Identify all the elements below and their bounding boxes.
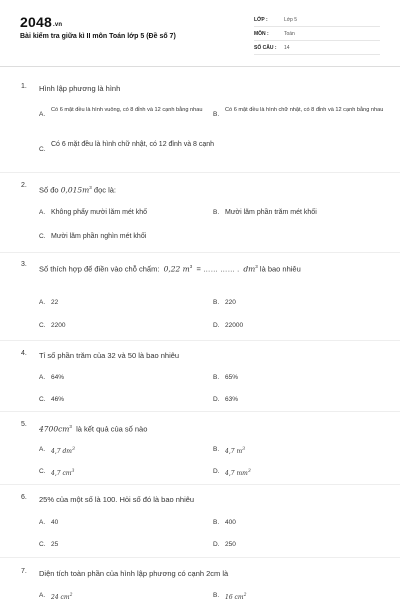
- question-separator: [0, 557, 400, 558]
- option-letter: C.: [39, 541, 46, 548]
- option-letter: A.: [39, 374, 46, 381]
- option-text: 400: [225, 519, 236, 526]
- question-text: Diện tích toàn phần của hình lập phương có cạnh 2cm là: [39, 569, 229, 578]
- option-text: 22: [51, 299, 59, 306]
- option-text: 250: [225, 541, 236, 548]
- option-letter: D.: [213, 396, 220, 403]
- question-number: 5.: [21, 421, 27, 428]
- option-text: 64%: [51, 374, 65, 381]
- option-letter: C.: [39, 233, 46, 240]
- option-text: 4,7 $mm^3$: [225, 469, 251, 477]
- option-text: Có 6 mặt đều là hình chữ nhật, có 8 đỉnh và 12 cạnh bằng nhau: [225, 107, 384, 113]
- meta-count-label: SỐ CÂU :: [254, 45, 277, 51]
- option-letter: B.: [213, 111, 220, 118]
- option-letter: B.: [213, 592, 220, 599]
- question-separator: [0, 252, 400, 253]
- question-separator: [0, 484, 400, 485]
- meta-subject-row: [254, 28, 380, 41]
- meta-count-row: [254, 42, 380, 55]
- question-number: 7.: [21, 568, 27, 575]
- option-text: 4,7 $m^3$: [225, 447, 246, 455]
- option-letter: A.: [39, 519, 46, 526]
- meta-count-value: 14: [284, 45, 290, 51]
- option-letter: B.: [213, 446, 220, 453]
- test-title: Bài kiểm tra giữa kì II môn Toán lớp 5 (Đề số 7): [20, 33, 176, 40]
- math-value: 0,015m: [60, 185, 90, 195]
- option-letter: A.: [39, 446, 46, 453]
- option-text: 25: [51, 541, 59, 548]
- meta-class-value: Lớp 5: [284, 17, 298, 23]
- question-number: 6.: [21, 494, 27, 501]
- option-text: 65%: [225, 374, 239, 381]
- logo-text: 2048: [20, 14, 52, 30]
- question-separator: [0, 172, 400, 173]
- option-letter: C.: [39, 468, 46, 475]
- option-text: Có 6 mặt đều là hình vuông, có 8 đỉnh và 12 cạnh bằng nhau: [51, 107, 203, 113]
- option-letter: C.: [39, 396, 46, 403]
- option-letter: D.: [213, 541, 220, 548]
- option-letter: A.: [39, 299, 46, 306]
- option-text: Có 6 mặt đều là hình chữ nhật, có 12 đỉnh và 8 cạnh: [51, 141, 215, 148]
- option-letter: C.: [39, 146, 46, 153]
- option-text: 4,7 $dm^3$: [51, 447, 75, 455]
- question-text: 25% của một số là 100. Hỏi số đó là bao nhiêu: [39, 495, 195, 504]
- option-letter: D.: [213, 322, 220, 329]
- option-letter: B.: [213, 519, 220, 526]
- option-letter: A.: [39, 209, 46, 216]
- question-separator: [0, 411, 400, 412]
- option-text: 40: [51, 519, 59, 526]
- option-text: Không phẩy mười lăm mét khố: [51, 209, 148, 216]
- option-text: 4,7 $cm^3$: [51, 469, 75, 477]
- logo-suffix: .vn: [52, 22, 63, 28]
- question-number: 4.: [21, 350, 27, 357]
- meta-subject-label: MÔN :: [254, 31, 269, 37]
- question-separator: [0, 340, 400, 341]
- question-number: 2.: [21, 182, 27, 189]
- option-text: 16 $cm^2$: [225, 593, 247, 601]
- header-divider: [0, 66, 400, 67]
- option-letter: B.: [213, 374, 220, 381]
- meta-subject-value: Toán: [284, 31, 295, 37]
- option-letter: B.: [213, 209, 220, 216]
- question-text: Tỉ số phần trăm của 32 và 50 là bao nhiêu: [39, 351, 180, 360]
- question-number: 1.: [21, 83, 27, 90]
- site-logo[interactable]: [20, 14, 62, 30]
- question-text: Số thích hợp để điền vào chỗ chấm: 0,22 $m^3$ = …… …… . $dm^3$ là bao nhiêu: [39, 264, 301, 274]
- option-text: 63%: [225, 396, 239, 403]
- question-text: Số đo $0,015m^3$ đọc là:: [39, 185, 117, 195]
- option-letter: C.: [39, 322, 46, 329]
- meta-class-label: LỚP :: [254, 17, 268, 23]
- question-text: Hình lập phương là hình: [39, 84, 121, 93]
- option-letter: B.: [213, 299, 220, 306]
- page-header: [0, 0, 400, 62]
- option-letter: A.: [39, 111, 46, 118]
- question-number: 3.: [21, 261, 27, 268]
- option-text: Mười lăm phần trăm mét khối: [225, 209, 317, 216]
- option-text: 22000: [225, 322, 244, 329]
- option-letter: D.: [213, 468, 220, 475]
- option-text: Mười lăm phần nghìn mét khối: [51, 233, 147, 240]
- option-letter: A.: [39, 592, 46, 599]
- option-text: 2200: [51, 322, 66, 329]
- option-text: 220: [225, 299, 236, 306]
- option-text: 24 $cm^2$: [51, 593, 73, 601]
- meta-class-row: [254, 14, 380, 27]
- math-value: 4700cm: [39, 424, 70, 434]
- question-text: $4700cm^3$ là kết quả của số nào: [39, 424, 148, 434]
- option-text: 46%: [51, 396, 65, 403]
